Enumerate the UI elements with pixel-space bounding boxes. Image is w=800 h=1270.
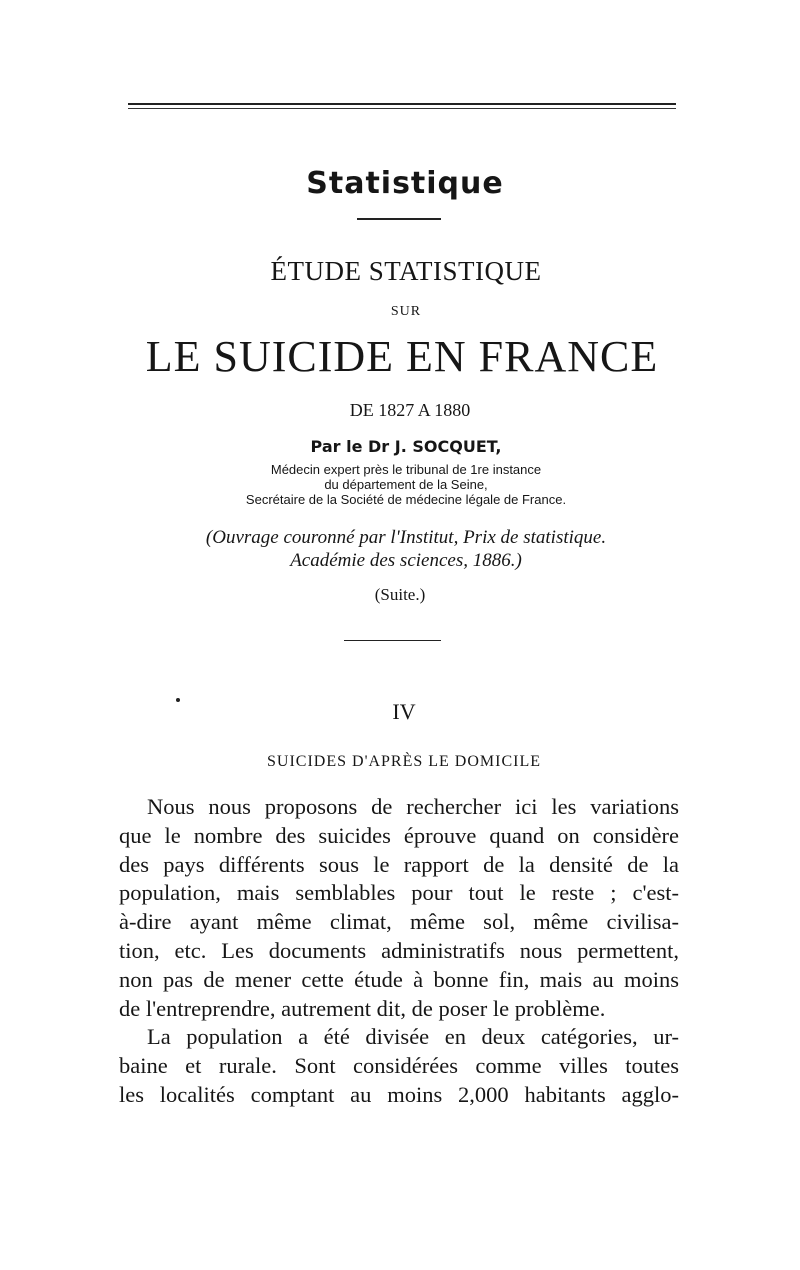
text-line: tion, etc. Les documents administratifs nous permettent, [119,937,679,963]
text-line: des pays différents sous le rapport de la densité de la [119,851,679,877]
award-line: (Ouvrage couronné par l'Institut, Prix de statistique. [205,527,607,548]
heading-line-1: ÉTUDE STATISTIQUE [270,256,542,286]
text-line: à-dire ayant même climat, même sol, même civilisa- [119,909,679,935]
header-rule-thick [128,103,676,105]
text-line: Nous nous proposons de rechercher ici les variations [147,794,679,819]
heading-line-2: SUR [390,304,422,319]
paragraph-2 [119,1023,679,1109]
award-line: Académie des sciences, 1886.) [290,550,522,571]
text-line: que le nombre des suicides éprouve quand on considère [119,822,679,848]
text-line: La population a été divisée en deux catégories, ur- [147,1024,679,1049]
header-rule-thin [128,108,676,109]
section-title: Statistique [306,166,504,201]
main-title: LE SUICIDE EN FRANCE [145,332,659,381]
chapter-title: SUICIDES D'APRÈS LE DOMICILE [267,753,541,770]
date-range: DE 1827 A 1880 [349,400,471,420]
continued-note: (Suite.) [374,585,426,604]
author-credential: Médecin expert près le tribunal de 1re instance [270,462,542,477]
text-line: les localités comptant au moins 2,000 habitants agglo- [119,1081,679,1107]
text-line: baine et rurale. Sont considérées comme villes toutes [119,1052,679,1078]
text-line: non pas de mener cette étude à bonne fin, mais au moins [119,966,679,992]
text-line: de l'entreprendre, autrement dit, de poser le problème. [119,995,606,1021]
author-credential: Secrétaire de la Société de médecine légale de France. [245,492,567,507]
author-credential: du département de la Seine, [324,477,488,492]
title-separator-rule [357,218,441,220]
chapter-number: IV [392,699,416,724]
text-line: population, mais semblables pour tout le reste ; c'est- [119,880,679,906]
author-line: Par le Dr J. SOCQUET, [310,437,502,456]
paragraph-1 [119,793,679,1023]
section-separator-rule [344,640,441,641]
